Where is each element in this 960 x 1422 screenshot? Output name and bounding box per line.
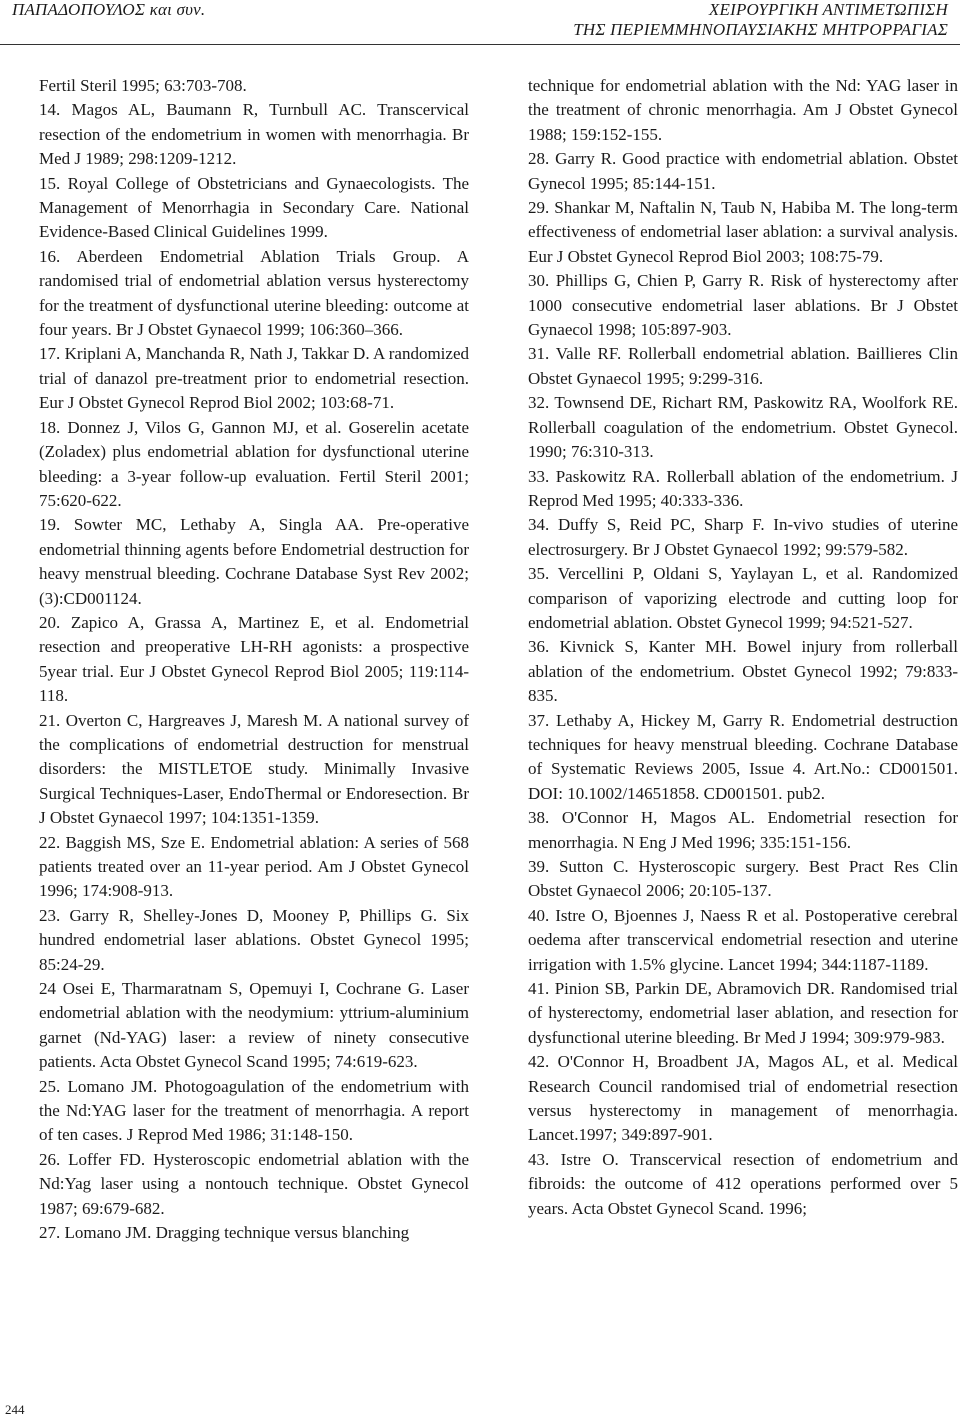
reference-item: 33. Paskowitz RA. Rollerball ablation of the endometrium. J Reprod Med 1995; 40:333-336.: [528, 466, 958, 510]
header-title-line-1: ΧΕΙΡΟΥΡΓΙΚΗ ΑΝΤΙΜΕΤΩΠΙΣΗ: [708, 0, 948, 19]
reference-item: 18. Donnez J, Vilos G, Gannon MJ, et al. Goserelin acetate (Zoladex) plus endometrial ablation for dysfunctional uterine bleeding: a 3-year follow-up evaluation. Fertil Steril 2001; 75:620-622.: [39, 417, 469, 510]
reference-item: 41. Pinion SB, Parkin DE, Abramovich DR. Randomised trial of hysterectomy, endometrial laser ablation, and resection for dysfunctional uterine bleeding. Br Med J 1994; 309:979-983.: [528, 979, 958, 1047]
reference-item: 22. Baggish MS, Sze E. Endometrial ablation: A series of 568 patients treated over an 11-year period. Am J Obstet Gynecol 1996; 174:908-913.: [39, 832, 469, 901]
reference-item: 40. Istre O, Bjoennes J, Naess R et al. Postoperative cerebral oedema after transcervical endometrial resection and uterine irrigation with 1.5% glycine. Lancet 1994; 344:1187-1189.: [528, 905, 958, 974]
reference-item: 24 Osei E, Tharmaratnam S, Opemuyi I, Cochrane G. Laser endometrial ablation with the neodymium: yttrium-aluminium garnet (Nd-YAG) laser: a review of ninety consecutive patients. Acta Obstet Gynecol Scand 1995; 74:619-623.: [39, 979, 469, 1072]
reference-item: 14. Magos AL, Baumann R, Turnbull AC. Transcervical resection of the endometrium in women with menorrhagia. Br Med J 1989; 298:1209-1212.: [39, 100, 469, 169]
reference-item: Fertil Steril 1995; 63:703-708.: [39, 76, 247, 95]
reference-item: 36. Kivnick S, Kanter MH. Bowel injury from rollerball ablation of the endometrium. Obstet Gynecol 1992; 79:833-835.: [528, 637, 958, 706]
reference-item: 29. Shankar M, Naftalin N, Taub N, Habiba M. The long-term effectiveness of endometrial laser ablation: a survival analysis. Eur J Obstet Gynecol Reprod Biol 2003; 108:75-79.: [528, 198, 958, 266]
header-title-line-2: ΤΗΣ ΠΕΡΙΕΜΜΗΝΟΠΑΥΣΙΑΚΗΣ ΜΗΤΡΟΡΡΑΓΙΑΣ: [573, 20, 948, 39]
reference-item: 37. Lethaby A, Hickey M, Garry R. Endometrial destruction techniques for heavy menstrual bleeding. Cochrane Database of Systematic Reviews 2005, Issue 4. Art.No.: CD001501. DOI: 10.1002/14651858. CD001501. pub2.: [528, 710, 958, 803]
reference-item: 30. Phillips G, Chien P, Garry R. Risk of hysterectomy after 1000 consecutive endometrial laser ablations. Br J Obstet Gynaecol 1998; 105:897-903.: [528, 271, 958, 340]
reference-item: 34. Duffy S, Reid PC, Sharp F. In-vivo studies of uterine electrosurgery. Br J Obstet Gynaecol 1992; 99:579-582.: [528, 515, 958, 559]
header-divider: [0, 44, 960, 45]
reference-item: 31. Valle RF. Rollerball endometrial ablation. Baillieres Clin Obstet Gynaecol 1995; 9:299-316.: [528, 344, 958, 388]
reference-item: 17. Kriplani A, Manchanda R, Nath J, Takkar D. A randomized trial of danazol pre-treatment prior to endometrial resection. Eur J Obstet Gynecol Reprod Biol 2002; 103:68-71.: [39, 344, 469, 413]
reference-item: 23. Garry R, Shelley-Jones D, Mooney P, Phillips G. Six hundred endometrial laser ablations. Obstet Gynecol 1995; 85:24-29.: [39, 905, 469, 974]
reference-item: 26. Loffer FD. Hysteroscopic endometrial ablation with the Nd:Yag laser using a nontouch technique. Obstet Gynecol 1987; 69:679-682.: [39, 1149, 469, 1218]
page-number: 244: [5, 1402, 25, 1417]
reference-item: 21. Overton C, Hargreaves J, Maresh M. A national survey of the complications of endometrial destruction for menstrual disorders: the MISTLETOE study. Minimally Invasive Surgical Techniques-Laser, EndoThermal or Endoresection. Br J Obstet Gynaecol 1997; 104:1351-1359.: [39, 710, 469, 828]
reference-item: 15. Royal College of Obstetricians and Gynaecologists. The Management of Menorrhagia in Secondary Care. National Evidence-Based Clinical Guidelines 1999.: [39, 173, 469, 242]
reference-item: 25. Lomano JM. Photogoagulation of the endometrium with the Nd:YAG laser for the treatment of menorrhagia. A report of ten cases. J Reprod Med 1986; 31:148-150.: [39, 1076, 469, 1145]
reference-item: 27. Lomano JM. Dragging technique versus blanching: [39, 1223, 410, 1243]
reference-item: 42. O'Connor H, Broadbent JA, Magos AL, et al. Medical Research Council randomised trial of endometrial resection versus hysterectomy in management of menorrhagia. Lancet.1997; 349:897-901.: [528, 1052, 958, 1145]
references-left-column: [39, 74, 469, 1246]
reference-item: 16. Aberdeen Endometrial Ablation Trials Group. A randomised trial of endometrial ablation versus hysterectomy for the treatment of dysfunctional uterine bleeding: outcome at four years. Br J Obstet Gynaecol 1999; 106:360–366.: [39, 246, 469, 340]
references-right-column: [528, 74, 958, 1221]
reference-item: 32. Townsend DE, Richart RM, Paskowitz RA, Woolfork RE. Rollerball coagulation of the endometrium. Obstet Gynecol. 1990; 76:310-313.: [528, 393, 958, 462]
reference-item: 35. Vercellini P, Oldani S, Yaylayan L, et al. Randomized comparison of vaporizing electrode and cutting loop for endometrial ablation. Obstet Gynecol 1999; 94:521-527.: [528, 564, 958, 632]
reference-item: 20. Zapico A, Grassa A, Martinez E, et al. Endometrial resection and preoperative LH-RH agonists: a prospective 5year trial. Eur J Obstet Gynecol Reprod Biol 2005; 119:114-118.: [39, 612, 469, 706]
running-header: [0, 0, 960, 48]
reference-item: technique for endometrial ablation with the Nd: YAG laser in the treatment of chronic menorrhagia. Am J Obstet Gynecol 1988; 159:152-155.: [528, 76, 958, 144]
reference-item: 38. O'Connor H, Magos AL. Endometrial resection for menorrhagia. N Eng J Med 1996; 335:151-156.: [528, 808, 958, 852]
header-authors: ΠΑΠΑΔΟΠΟΥΛΟΣ και συν.: [12, 0, 206, 19]
reference-item: 43. Istre O. Transcervical resection of endometrium and fibroids: the outcome of 412 operations performed over 5 years. Acta Obstet Gynecol Scand. 1996;: [528, 1149, 958, 1218]
header-title: [573, 0, 948, 40]
reference-item: 39. Sutton C. Hysteroscopic surgery. Best Pract Res Clin Obstet Gynaecol 2006; 20:105-137.: [528, 857, 958, 901]
reference-item: 19. Sowter MC, Lethaby A, Singla AA. Pre-operative endometrial thinning agents before Endometrial destruction for heavy menstrual bleeding. Cochrane Database Syst Rev 2002; (3):CD001124.: [39, 515, 469, 608]
reference-item: 28. Garry R. Good practice with endometrial ablation. Obstet Gynecol 1995; 85:144-151.: [528, 149, 958, 193]
